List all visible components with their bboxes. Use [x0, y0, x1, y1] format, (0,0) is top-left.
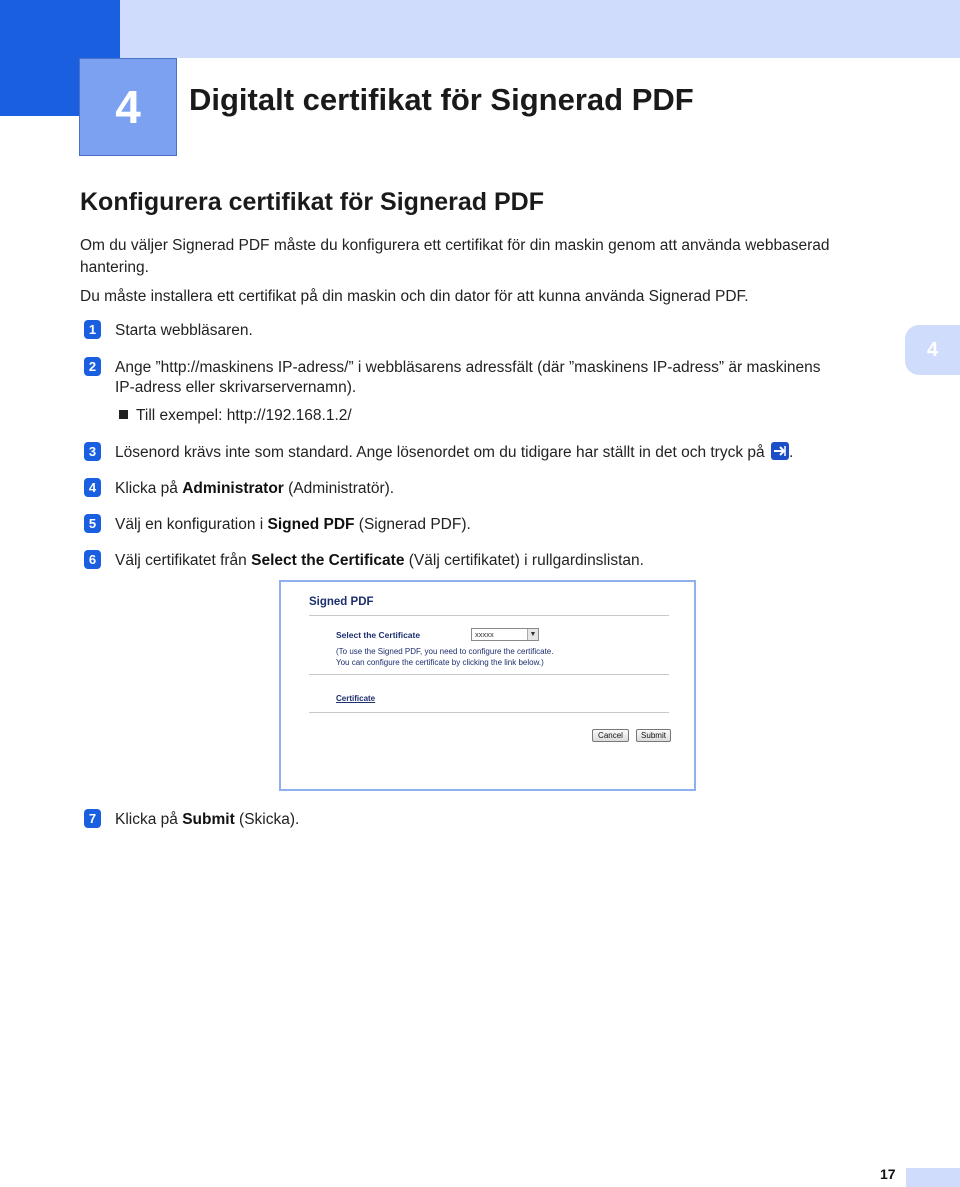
- step-text: Lösenord krävs inte som standard. Ange lösenordet om du tidigare har ställt in det och tryck på: [115, 444, 765, 461]
- step-text: Klicka på: [115, 811, 183, 828]
- example-bullet: [119, 405, 352, 427]
- step-text: Klicka på: [115, 480, 183, 497]
- step-text-wrap: [115, 514, 471, 536]
- chevron-down-icon: ▼: [527, 629, 538, 640]
- header-band-light: [120, 0, 960, 58]
- step-text-wrap: [115, 809, 299, 831]
- step-keyword: Administrator: [182, 480, 284, 497]
- step-text-wrap: [115, 550, 644, 572]
- page-number-tab: [906, 1168, 960, 1187]
- side-chapter-tab: 4: [905, 325, 960, 375]
- step-text-end: (Signerad PDF).: [354, 516, 471, 533]
- step-keyword: Submit: [182, 811, 235, 828]
- arrow-right-icon: [771, 442, 789, 460]
- intro-line-1: Om du väljer Signerad PDF måste du konfigurera ett certifikat för din maskin genom att använda webbaserad: [80, 237, 830, 254]
- step-text: Välj en konfiguration i: [115, 516, 268, 533]
- step-text-end: (Skicka).: [234, 811, 300, 828]
- step-number: 4: [84, 478, 101, 497]
- step-text-end: (Administratör).: [283, 480, 395, 497]
- step-text: Starta webbläsaren.: [115, 322, 253, 339]
- note-line-2: You can configure the certificate by clicking the link below.): [336, 658, 544, 667]
- step-text: Välj certifikatet från: [115, 552, 252, 569]
- step-text-wrap: [115, 442, 793, 464]
- certificate-select-value: xxxxx: [475, 630, 494, 639]
- step-text-end: (Välj certifikatet) i rullgardinslistan.: [404, 552, 644, 569]
- divider: [309, 712, 669, 713]
- intro-line-3: Du måste installera ett certifikat på din maskin och din dator för att kunna använda Signerad PDF.: [80, 288, 749, 305]
- select-certificate-label: Select the Certificate: [336, 630, 421, 640]
- certificate-note: [336, 646, 553, 668]
- cancel-button[interactable]: Cancel: [592, 729, 629, 742]
- section-title: Konfigurera certifikat för Signerad PDF: [80, 188, 544, 216]
- chapter-number: 4: [79, 58, 177, 156]
- divider: [309, 674, 669, 675]
- step-number: 3: [84, 442, 101, 461]
- step-keyword: Signed PDF: [267, 516, 355, 533]
- note-line-1: (To use the Signed PDF, you need to configure the certificate.: [336, 647, 554, 656]
- certificate-link[interactable]: Certificate: [336, 694, 376, 703]
- step-text: Ange ”http://maskinens IP-adress/” i webbläsarens adressfält (där ”maskinens IP-adress” är maskinens: [115, 359, 821, 376]
- step-text-wrap: [115, 478, 394, 500]
- intro-line-2: hantering.: [80, 259, 149, 276]
- step-text-cont: IP-adress eller skrivarservernamn).: [115, 379, 357, 396]
- step-number: 7: [84, 809, 101, 828]
- step-keyword: Select the Certificate: [251, 552, 405, 569]
- screenshot-title: Signed PDF: [309, 596, 374, 608]
- submit-button[interactable]: Submit: [636, 729, 671, 742]
- bullet-square-icon: [119, 410, 128, 419]
- divider: [309, 615, 669, 616]
- example-text: Till exempel: http://192.168.1.2/: [136, 407, 352, 424]
- step-number: 2: [84, 357, 101, 376]
- signed-pdf-screenshot: [279, 580, 696, 791]
- certificate-select[interactable]: [471, 628, 539, 641]
- step-number: 6: [84, 550, 101, 569]
- step-number: 1: [84, 320, 101, 339]
- step-number: 5: [84, 514, 101, 533]
- step-text-end: .: [788, 444, 794, 461]
- page-number: 17: [880, 1166, 896, 1182]
- chapter-title: Digitalt certifikat för Signerad PDF: [189, 82, 694, 117]
